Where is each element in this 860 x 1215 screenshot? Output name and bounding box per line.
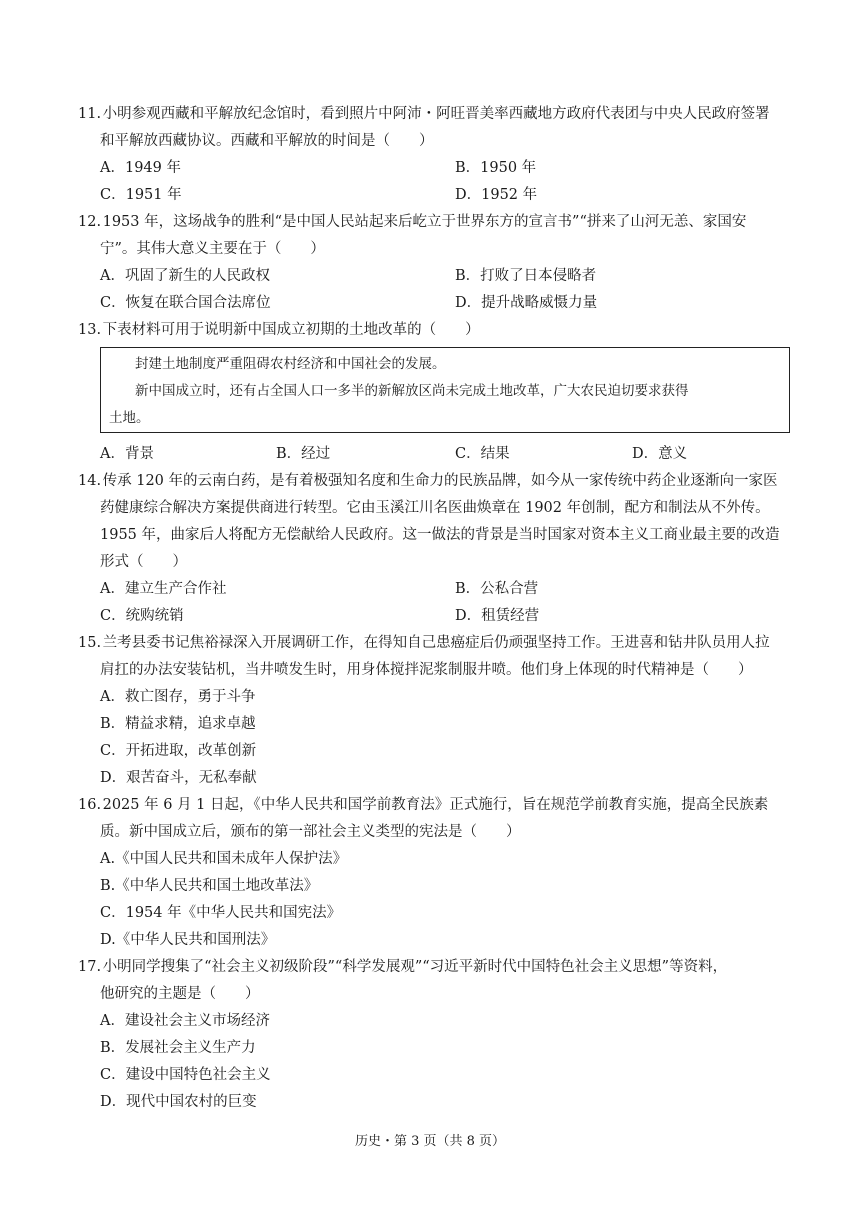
option-c[interactable]: C．结果 — [455, 446, 510, 462]
question-text: 药健康综合解决方案提供商进行转型。它由玉溪江川名医曲焕章在 1902 年创制，配方和制法从不外传。 — [100, 500, 770, 516]
question-text: 1955 年，曲家后人将配方无偿献给人民政府。这一做法的背景是当时国家对资本主义工商业最主要的改造 — [100, 527, 780, 543]
option-c[interactable]: C．1954 年《中华人民共和国宪法》 — [100, 905, 342, 921]
option-b[interactable]: B．发展社会主义生产力 — [100, 1040, 256, 1056]
question-text: 小明参观西藏和平解放纪念馆时，看到照片中阿沛・阿旺晋美率西藏地方政府代表团与中央人民政府签署 — [102, 106, 770, 122]
option-a[interactable]: A．1949 年 — [100, 160, 181, 176]
question-15 — [78, 633, 770, 653]
option-c[interactable]: C．1951 年 — [100, 187, 182, 203]
option-c[interactable]: C．统购统销 — [100, 608, 184, 624]
option-c[interactable]: C．恢复在联合国合法席位 — [100, 295, 271, 311]
option-a[interactable]: A．背景 — [100, 446, 154, 462]
question-text: 2025 年 6 月 1 日起，《中华人民共和国学前教育法》正式施行，旨在规范学前教育实施，提高全民族素 — [102, 797, 769, 813]
question-text: 肩扛的办法安装钻机，当井喷发生时，用身体搅拌泥浆制服井喷。他们身上体现的时代精神是（ ） — [100, 662, 753, 678]
question-text: 宁”。其伟大意义主要在于（ ） — [100, 241, 325, 257]
question-text: 1953 年，这场战争的胜利“是中国人民站起来后屹立于世界东方的宣言书”“拼来了山河无恙、家国安 — [102, 214, 747, 230]
question-text: 形式（ ） — [100, 554, 187, 570]
option-a[interactable]: A．救亡图存，勇于斗争 — [100, 689, 256, 705]
question-number: 15. — [78, 635, 102, 651]
option-b[interactable]: B．经过 — [276, 446, 331, 462]
question-text: 下表材料可用于说明新中国成立初期的土地改革的（ ） — [102, 322, 480, 338]
question-number: 14. — [78, 473, 102, 489]
question-number: 12. — [78, 214, 102, 230]
question-14 — [78, 471, 778, 491]
option-d[interactable]: D．意义 — [632, 446, 688, 462]
question-number: 13. — [78, 322, 102, 338]
question-text: 小明同学搜集了“社会主义初级阶段”“科学发展观”“习近平新时代中国特色社会主义思想”等资料， — [102, 959, 728, 975]
page-footer: 历史・第 3 页（共 8 页） — [354, 1134, 506, 1149]
option-a[interactable]: A．巩固了新生的人民政权 — [100, 268, 270, 284]
option-d[interactable]: D．租赁经营 — [455, 608, 540, 624]
question-number: 16. — [78, 797, 102, 813]
option-d[interactable]: D．提升战略威慑力量 — [455, 295, 598, 311]
question-16 — [78, 795, 768, 815]
question-text: 他研究的主题是（ ） — [100, 986, 260, 1002]
option-a[interactable]: A.《中国人民共和国未成年人保护法》 — [100, 851, 348, 867]
question-text: 和平解放西藏协议。西藏和平解放的时间是（ ） — [100, 133, 434, 149]
option-d[interactable]: D．现代中国农村的巨变 — [100, 1094, 257, 1110]
option-b[interactable]: B．1950 年 — [455, 160, 537, 176]
material-text: 封建土地制度严重阻碍农村经济和中国社会的发展。 — [135, 356, 446, 372]
question-11 — [78, 104, 770, 124]
question-number: 17. — [78, 959, 102, 975]
question-13 — [78, 320, 480, 340]
option-b[interactable]: B.《中华人民共和国土地改革法》 — [100, 878, 319, 894]
option-c[interactable]: C．开拓进取，改革创新 — [100, 743, 257, 759]
option-a[interactable]: A．建设社会主义市场经济 — [100, 1013, 270, 1029]
option-b[interactable]: B．打败了日本侵略者 — [455, 268, 597, 284]
question-17 — [78, 957, 727, 977]
option-a[interactable]: A．建立生产合作社 — [100, 581, 227, 597]
question-number: 11. — [78, 106, 102, 122]
material-text: 土地。 — [109, 410, 150, 426]
option-b[interactable]: B．公私合营 — [455, 581, 539, 597]
question-text: 传承 120 年的云南白药，是有着极强知名度和生命力的民族品牌，如今从一家传统中药企业逐渐向一家医 — [102, 473, 778, 489]
material-text: 新中国成立时，还有占全国人口一多半的新解放区尚未完成土地改革，广大农民迫切要求获得 — [135, 383, 689, 399]
option-d[interactable]: D.《中华人民共和国刑法》 — [100, 932, 276, 948]
option-c[interactable]: C．建设中国特色社会主义 — [100, 1067, 271, 1083]
question-text: 兰考县委书记焦裕禄深入开展调研工作，在得知自己患癌症后仍顽强坚持工作。王进喜和钻井队员用人拉 — [102, 635, 770, 651]
material-box — [100, 347, 790, 433]
option-d[interactable]: D．1952 年 — [455, 187, 538, 203]
option-d[interactable]: D．艰苦奋斗，无私奉献 — [100, 770, 257, 786]
question-text: 质。新中国成立后，颁布的第一部社会主义类型的宪法是（ ） — [100, 824, 521, 840]
question-12 — [78, 212, 746, 232]
option-b[interactable]: B．精益求精，追求卓越 — [100, 716, 256, 732]
